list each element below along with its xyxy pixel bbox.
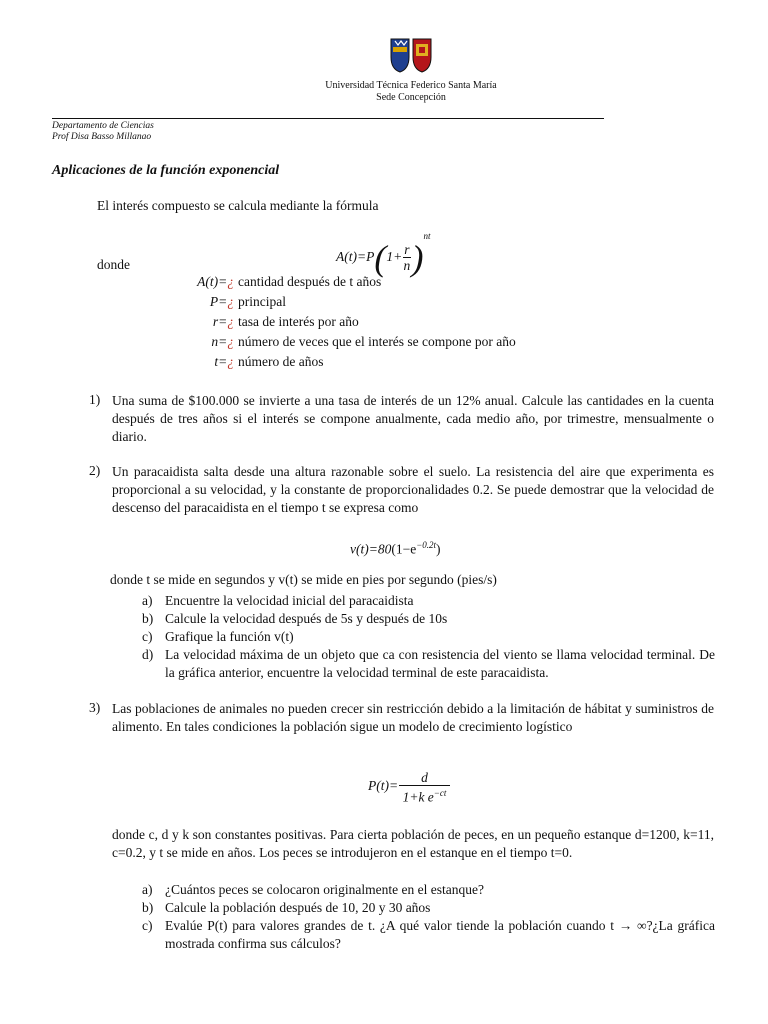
subitem-text: Calcule la velocidad después de 5s y después de 10s — [165, 611, 448, 626]
logistic-den: 1+k $e^{-ct}$ — [402, 787, 447, 805]
campus-name: Sede Concepción — [376, 92, 446, 103]
definition-desc: número de veces que el interés se compone por año — [238, 334, 516, 349]
definition-symbol: P=¿ — [209, 294, 234, 309]
definition-symbol: r=¿ — [212, 314, 234, 329]
department-label: Departamento de Ciencias — [52, 121, 154, 131]
velocity-formula — [350, 535, 441, 560]
professor-label: Prof Disa Basso Millanao — [52, 132, 152, 142]
velocity-formula-exponent: −0.2t — [416, 540, 437, 550]
definition-desc: tasa de interés por año — [238, 314, 359, 329]
subitem-label: c) — [142, 918, 153, 933]
university-logo — [389, 37, 433, 73]
university-name: Universidad Técnica Federico Santa María — [325, 80, 497, 91]
problem-1-text: Una suma de $100.000 se invierte a una tasa de interés de un 12% anual. Calcule las cantidades en la cuenta después de tres años si el interés se compone anualmente, cada medio año, por trimestre, mensualmente o diario. — [112, 393, 714, 444]
velocity-formula-lhs: v(t)=80 — [350, 541, 392, 557]
formula-open-paren: ( — [374, 237, 387, 278]
subitem-label: a) — [142, 882, 153, 897]
problem-number: 1) — [89, 392, 101, 407]
logistic-formula — [368, 764, 451, 808]
definition-symbol: t=¿ — [214, 354, 234, 369]
header-divider — [52, 118, 604, 119]
formula-exponent: nt — [423, 231, 431, 241]
subitem-text: Calcule la población después de 10, 20 y 30 años — [165, 900, 431, 915]
subitem-label: b) — [142, 611, 154, 626]
definition-symbol: n=¿ — [211, 334, 234, 349]
compound-interest-formula — [336, 216, 431, 278]
problem-2-text: Un paracaidista salta desde una altura razonable sobre el suelo. La resistencia del aire que experimenta es proporcional a su velocidad, y la constante de proporcionalidades 0.2. Se puede demostrar que la velocidad de descenso del paracaidista en el tiempo t se expresa como — [112, 464, 714, 515]
subitem-label: c) — [142, 629, 153, 644]
problem-number: 3) — [89, 700, 101, 715]
velocity-formula-body: (1−e — [391, 541, 417, 557]
subitem-text: Grafique la función v(t) — [165, 629, 294, 644]
donde-label: donde — [97, 257, 130, 272]
logistic-num: d — [399, 770, 450, 786]
formula-frac-den: n — [403, 258, 411, 274]
page-title: Aplicaciones de la función exponencial — [52, 163, 280, 178]
formula-lhs: A(t)=P — [336, 249, 375, 264]
definition-desc: número de años — [238, 354, 324, 369]
problem-2-after: donde t se mide en segundos y v(t) se mide en pies por segundo (pies/s) — [110, 572, 497, 587]
problem-3-text: Las poblaciones de animales no pueden crecer sin restricción debido a la limitación de hábitat y suministros de alimento. En tales condiciones la población sigue un modelo de crecimiento logístico — [112, 701, 714, 734]
subitem-label: d) — [142, 647, 154, 662]
problem-number: 2) — [89, 463, 101, 478]
subitem-label: b) — [142, 900, 154, 915]
subitem-text: Encuentre la velocidad inicial del paracaidista — [165, 593, 414, 608]
subitem-label: a) — [142, 593, 153, 608]
subitem-text: Evalúe P(t) para valores grandes de t. ¿A qué valor tiende la población cuando t → ∞?¿La gráfica mostrada confirma sus cálculos? — [165, 918, 715, 951]
definition-desc: principal — [238, 294, 286, 309]
definitions-list — [180, 272, 600, 376]
formula-fraction — [403, 242, 410, 273]
subitem-text: ¿Cuántos peces se colocaron originalmente en el estanque? — [165, 882, 484, 897]
definition-symbol: A(t)=¿ — [197, 274, 234, 289]
definition-desc: cantidad después de t años — [238, 274, 382, 289]
problem-3-after: donde c, d y k son constantes positivas. Para cierta población de peces, en un pequeño estanque d=1200, k=11, c=0.2, y t se mide en años. Los peces se introdujeron en el estanque en el tiempo t=0. — [112, 827, 714, 860]
formula-frac-num: r — [404, 242, 410, 258]
intro-text: El interés compuesto se calcula mediante la fórmula — [97, 198, 379, 213]
formula-one-plus: 1+ — [386, 249, 403, 264]
subitem-text: La velocidad máxima de un objeto que ca con resistencia del viento se llama velocidad terminal. De la gráfica anterior, encuentre la velocidad terminal de este paracaidista. — [165, 647, 715, 680]
formula-close-paren: ) — [411, 237, 424, 278]
velocity-formula-close: ) — [436, 541, 441, 557]
logistic-formula-lhs: P(t)= — [368, 778, 399, 793]
logistic-fraction — [399, 770, 450, 805]
